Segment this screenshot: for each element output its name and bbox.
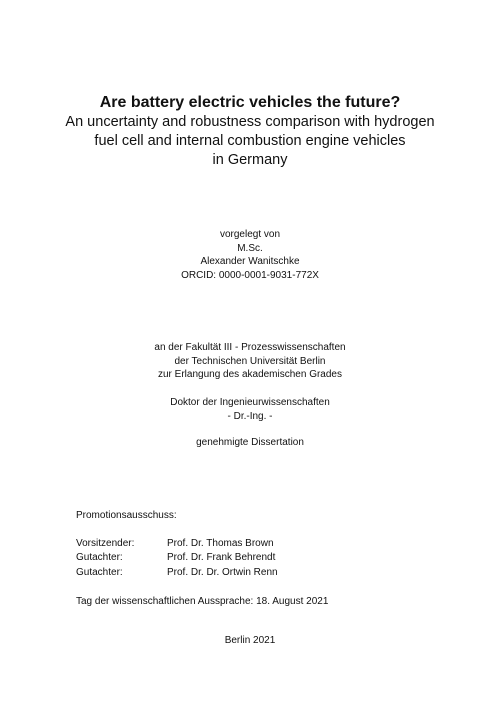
faculty-line-1: an der Fakultät III - Prozesswissenschaften: [154, 342, 346, 353]
committee-row: [76, 551, 278, 566]
author-orcid: ORCID: 0000-0001-9031-772X: [181, 269, 319, 281]
author-block: [40, 228, 460, 282]
committee-role: Gutachter:: [76, 552, 123, 563]
committee-row: [76, 537, 278, 552]
committee-row: [76, 566, 278, 581]
subtitle-line-1: An uncertainty and robustness comparison with hydrogen: [65, 114, 435, 130]
approval-block: [40, 436, 460, 450]
committee-member-name: Prof. Dr. Frank Behrendt: [167, 552, 276, 563]
committee-member-name: Prof. Dr. Thomas Brown: [167, 537, 274, 549]
degree-name: Doktor der Ingenieurwissenschaften: [170, 397, 330, 408]
presented-by-label: vorgelegt von: [219, 229, 281, 240]
faculty-line-2: der Technischen Universität Berlin: [174, 355, 326, 367]
committee-heading: Promotionsausschuss:: [76, 510, 177, 521]
title-block: [40, 93, 460, 170]
committee-role: Gutachter:: [76, 566, 123, 578]
committee-member-name: Prof. Dr. Dr. Ortwin Renn: [167, 566, 278, 578]
subtitle-line-2: fuel cell and internal combustion engine vehicles: [94, 133, 406, 149]
author-degree: M.Sc.: [237, 242, 263, 254]
place-date: Berlin 2021: [224, 635, 276, 646]
author-name: Alexander Wanitschke: [200, 256, 300, 267]
main-title: Are battery electric vehicles the future?: [99, 94, 401, 111]
faculty-line-3: zur Erlangung des akademischen Grades: [158, 369, 342, 380]
degree-abbreviation: - Dr.-Ing. -: [227, 410, 273, 422]
defense-date: Tag der wissenschaftlichen Aussprache: 18. August 2021: [76, 596, 329, 607]
committee-role: Vorsitzender:: [76, 537, 135, 549]
approval-text: genehmigte Dissertation: [196, 437, 304, 448]
committee-block: [76, 509, 278, 580]
degree-block: [40, 396, 460, 423]
faculty-block: [40, 341, 460, 382]
subtitle-line-3: in Germany: [212, 152, 288, 168]
